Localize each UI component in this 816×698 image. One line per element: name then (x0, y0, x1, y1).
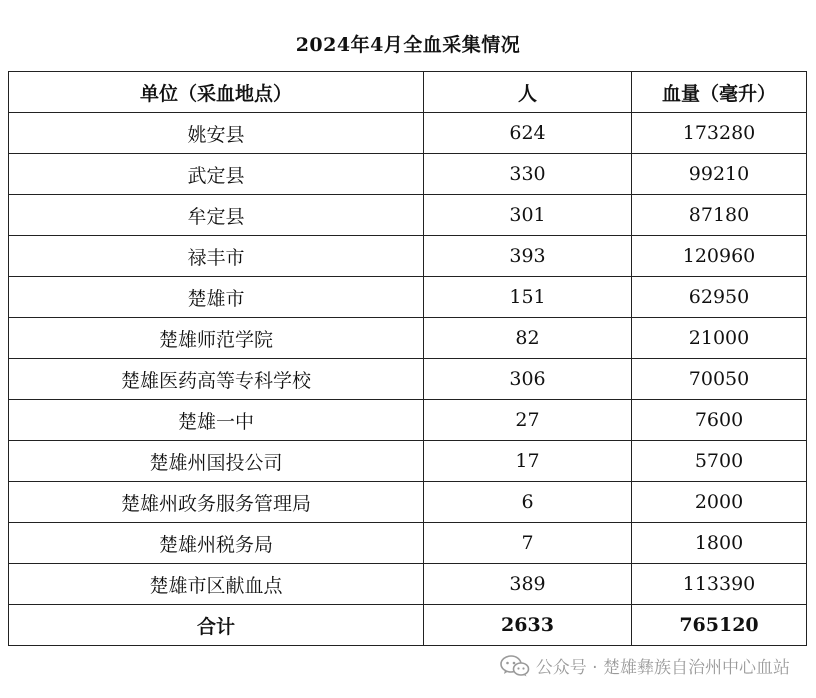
cell-unit: 姚安县 (9, 113, 424, 154)
header-people: 人 (424, 72, 632, 113)
cell-unit: 楚雄师范学院 (9, 318, 424, 359)
cell-volume: 1800 (632, 523, 807, 564)
cell-volume: 173280 (632, 113, 807, 154)
cell-unit: 楚雄州政务服务管理局 (9, 482, 424, 523)
table-row (9, 482, 807, 523)
table-row (9, 523, 807, 564)
cell-people: 151 (424, 277, 632, 318)
header-unit: 单位（采血地点） (9, 72, 424, 113)
wechat-icon (500, 654, 530, 678)
table-row (9, 236, 807, 277)
cell-unit: 禄丰市 (9, 236, 424, 277)
cell-people: 306 (424, 359, 632, 400)
cell-volume: 21000 (632, 318, 807, 359)
watermark-text: 公众号 · 楚雄彝族自治州中心血站 (535, 658, 790, 678)
total-people: 2633 (424, 605, 632, 646)
cell-unit: 武定县 (9, 154, 424, 195)
cell-unit: 楚雄市 (9, 277, 424, 318)
cell-unit: 楚雄州税务局 (9, 523, 424, 564)
cell-volume: 62950 (632, 277, 807, 318)
cell-people: 82 (424, 318, 632, 359)
cell-people: 17 (424, 441, 632, 482)
table-row (9, 564, 807, 605)
cell-volume: 87180 (632, 195, 807, 236)
cell-volume: 99210 (632, 154, 807, 195)
cell-unit: 楚雄市区献血点 (9, 564, 424, 605)
cell-people: 27 (424, 400, 632, 441)
page-title: 2024年4月全血采集情况 (295, 34, 521, 56)
table-row (9, 400, 807, 441)
cell-people: 7 (424, 523, 632, 564)
cell-people: 6 (424, 482, 632, 523)
cell-people: 624 (424, 113, 632, 154)
cell-volume: 2000 (632, 482, 807, 523)
cell-people: 301 (424, 195, 632, 236)
cell-unit: 楚雄医药高等专科学校 (9, 359, 424, 400)
cell-volume: 113390 (632, 564, 807, 605)
table-row (9, 195, 807, 236)
cell-unit: 楚雄州国投公司 (9, 441, 424, 482)
table-row (9, 441, 807, 482)
table-header-row (9, 72, 807, 113)
cell-volume: 7600 (632, 400, 807, 441)
table-row (9, 154, 807, 195)
total-volume: 765120 (632, 605, 807, 646)
cell-people: 330 (424, 154, 632, 195)
cell-unit: 牟定县 (9, 195, 424, 236)
header-volume: 血量（毫升） (632, 72, 807, 113)
cell-people: 393 (424, 236, 632, 277)
table-row (9, 113, 807, 154)
cell-volume: 5700 (632, 441, 807, 482)
watermark (500, 653, 790, 678)
total-row (9, 605, 807, 646)
cell-people: 389 (424, 564, 632, 605)
cell-unit: 楚雄一中 (9, 400, 424, 441)
cell-volume: 120960 (632, 236, 807, 277)
table-row (9, 318, 807, 359)
cell-volume: 70050 (632, 359, 807, 400)
table-row (9, 277, 807, 318)
total-label: 合计 (9, 605, 424, 646)
blood-collection-table (8, 71, 807, 646)
table-row (9, 359, 807, 400)
